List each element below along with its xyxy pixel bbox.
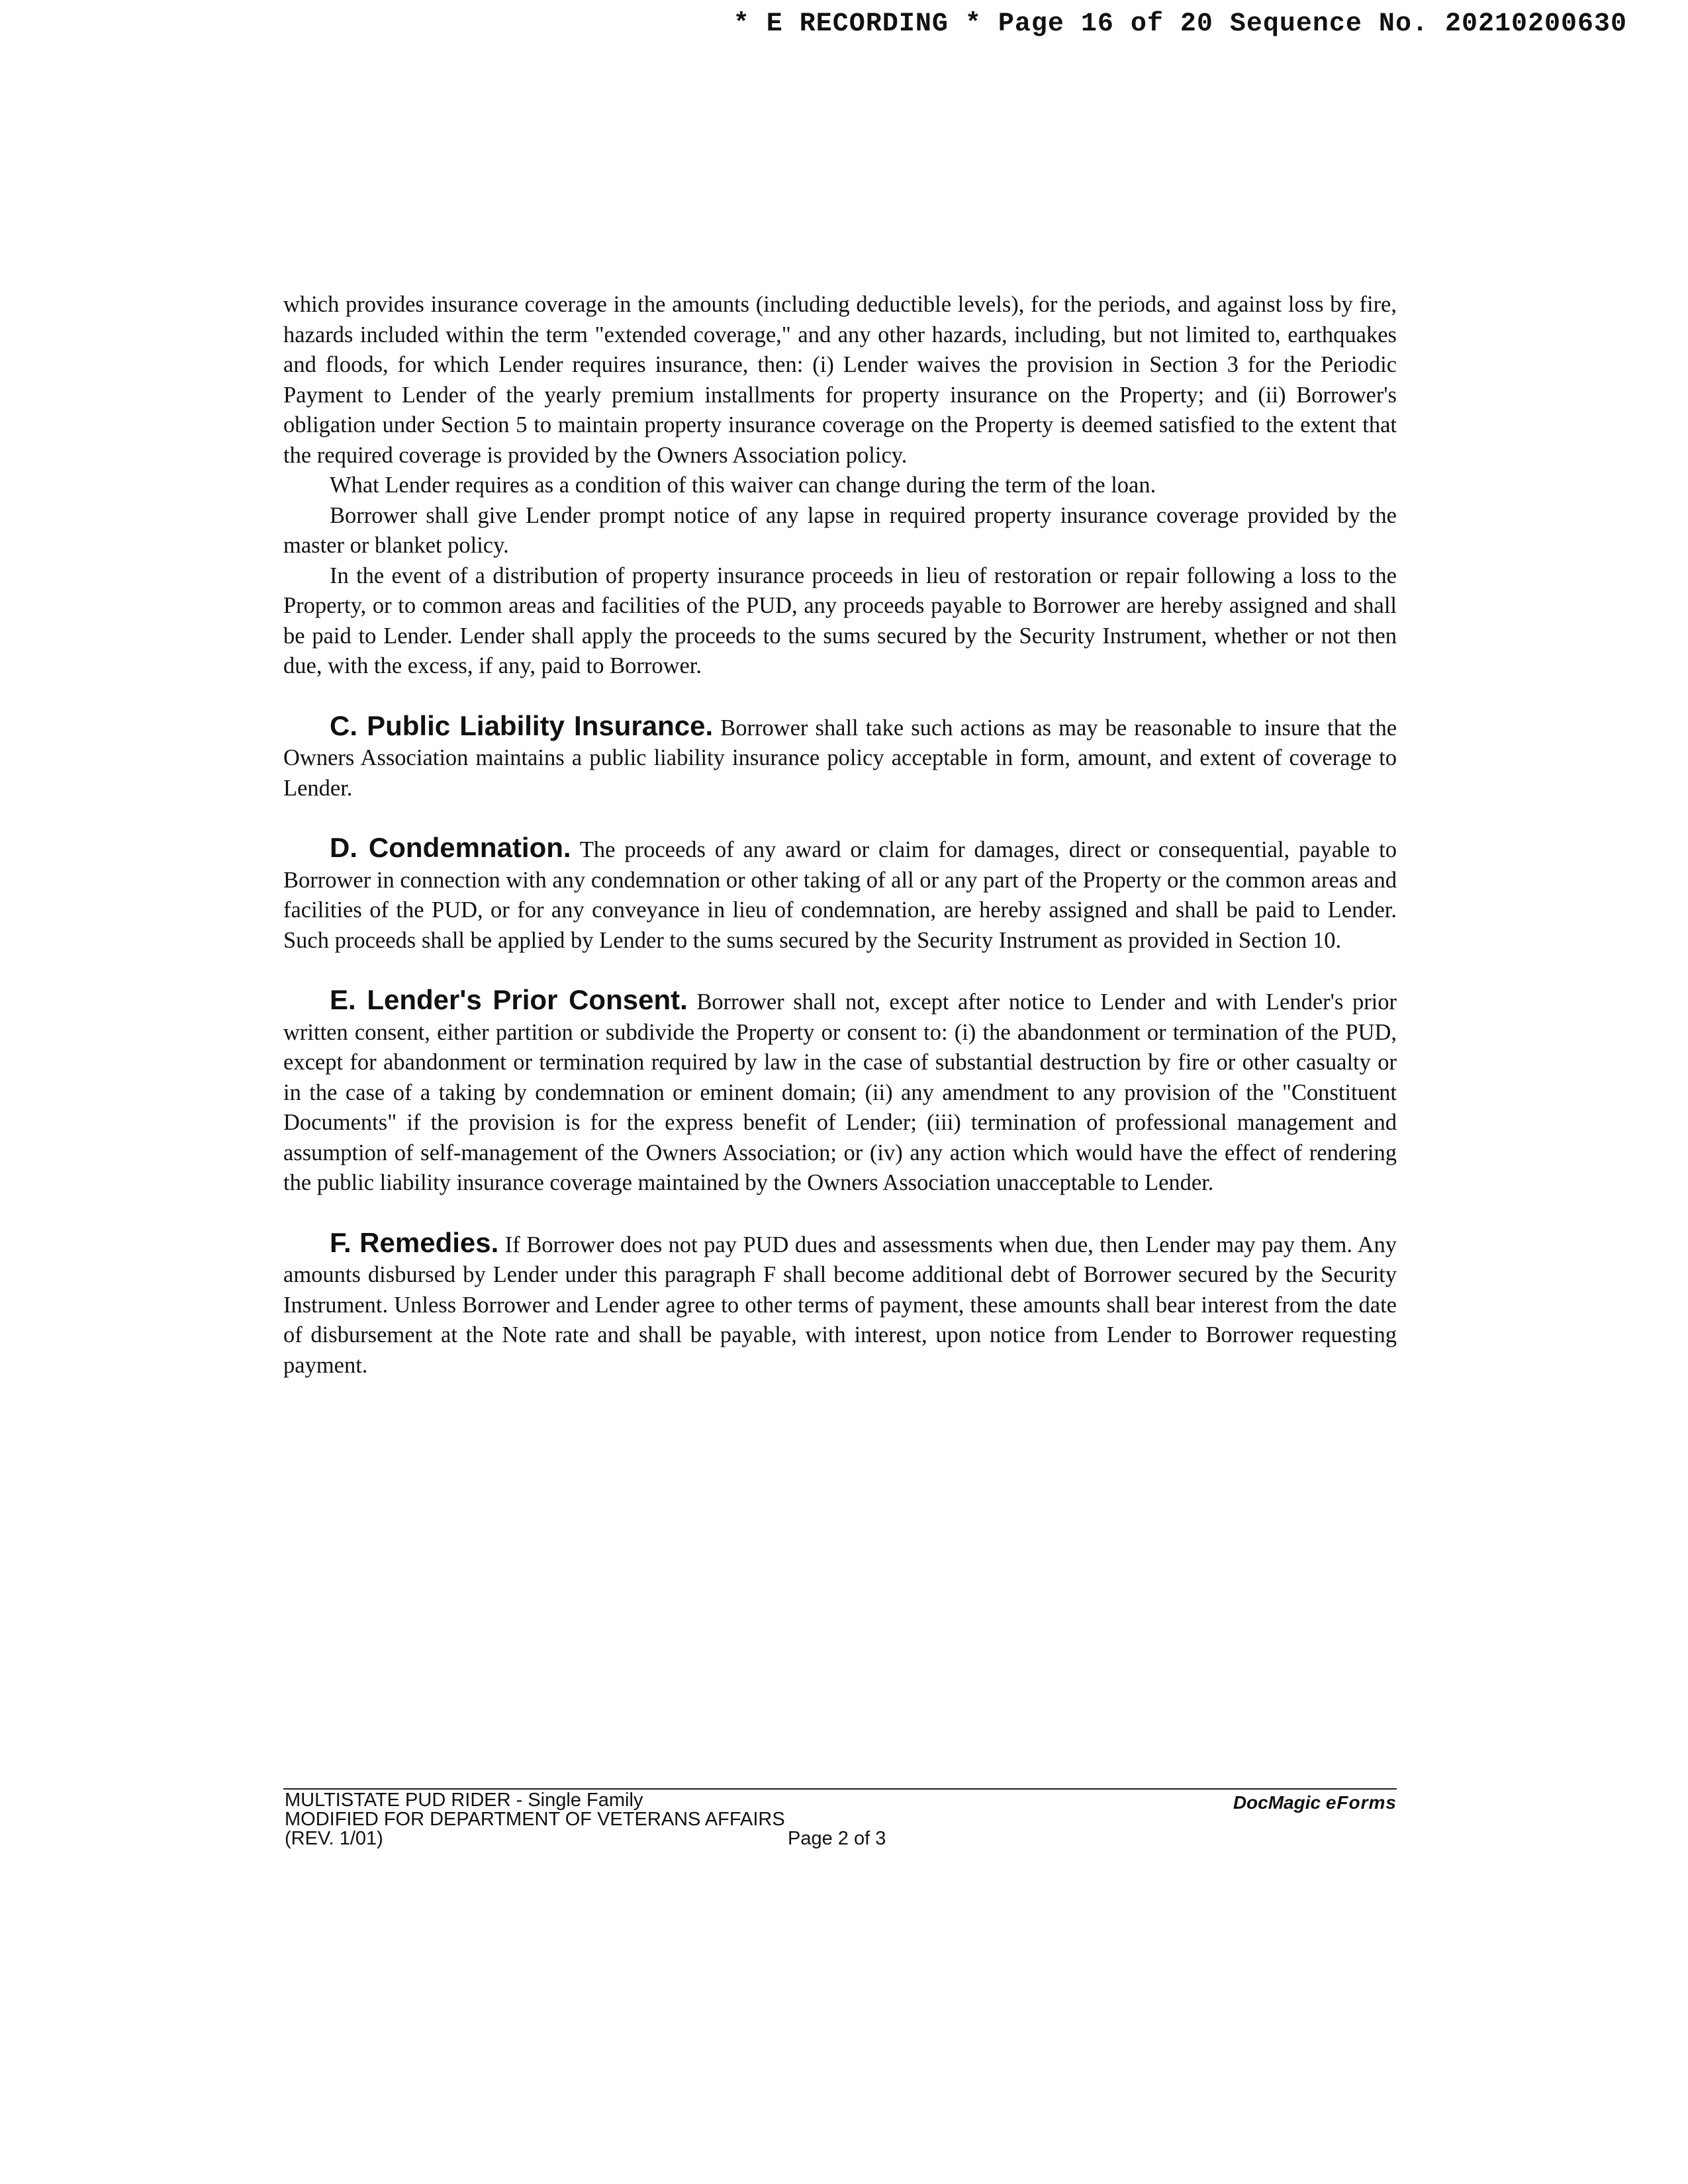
body-paragraph: In the event of a distribution of property insurance proceeds in lieu of restoration or repair following a loss to the Property, or to common areas and facilities of the PUD, any proceeds payable to Borrower are hereby assigned and shall be paid to Lender. Lender shall apply the proceeds to the sums secured by the Security Instrument, whether or not then due, with the excess, if any, paid to Borrower. bbox=[283, 563, 1397, 678]
footer-form-info bbox=[285, 1791, 785, 1848]
section-heading: D. Condemnation. bbox=[330, 832, 571, 863]
document-body bbox=[283, 290, 1397, 1381]
footer-brand-logo bbox=[1233, 1792, 1397, 1813]
section-d bbox=[283, 833, 1397, 956]
body-paragraph: which provides insurance coverage in the amounts (including deductible levels), for the periods, and against loss by fire, hazards included within the term "extended coverage," and any other hazards, including, but not limited to, earthquakes and floods, for which Lender requires insurance, then: (i) Lender waives the provision in Section 3 for the Periodic Payment to Lender of the yearly premium installments for property insurance on the Property; and (ii) Borrower's obligation under Section 5 to maintain property insurance coverage on the Property is deemed satisfied to the extent that the required coverage is provided by the Owners Association policy. bbox=[283, 292, 1397, 468]
section-heading: E. Lender's Prior Consent. bbox=[330, 984, 688, 1015]
section-e bbox=[283, 985, 1397, 1199]
section-heading: C. Public Liability Insurance. bbox=[330, 709, 714, 741]
section-heading: F. Remedies. bbox=[330, 1226, 499, 1258]
section-text: If Borrower does not pay PUD dues and assessments when due, then Lender may pay them. Any amounts disbursed by Lender under this paragraph F shall become additional debt of Borrower secured by the Security Instrument. Unless Borrower and Lender agree to other terms of payment, these amounts shall bear interest from the date of disbursement at the Note rate and shall be payable, with interest, upon notice from Lender to Borrower requesting payment. bbox=[283, 1232, 1397, 1378]
section-c bbox=[283, 711, 1397, 804]
section-text: Borrower shall not, except after notice to Lender and with Lender's prior written consent, either partition or subdivide the Property or consent to: (i) the abandonment or termination of the PUD, except for abandonment or termination required by law in the case of substantial destruction by fire or other casualty or in the case of a taking by condemnation or eminent domain; (ii) any amendment to any provision of the "Constituent Documents" if the provision is for the express benefit of Lender; (iii) termination of professional management and assumption of self-management of the Owners Association; or (iv) any action which would have the effect of rendering the public liability insurance coverage maintained by the Owners Association unacceptable to Lender. bbox=[283, 989, 1397, 1195]
recording-stamp: * E RECORDING * Page 16 of 20 Sequence No. 20210200630 bbox=[733, 9, 1627, 39]
footer-page-number: Page 2 of 3 bbox=[788, 1828, 886, 1849]
footer-form-modifier: MODIFIED FOR DEPARTMENT OF VETERANS AFFAIRS bbox=[285, 1809, 785, 1830]
brand-name: DocMagic bbox=[1233, 1792, 1321, 1813]
footer-form-revision: (REV. 1/01) bbox=[285, 1828, 383, 1849]
body-paragraph: Borrower shall give Lender prompt notice of any lapse in required property insurance coverage provided by the master or blanket policy. bbox=[283, 502, 1397, 558]
section-text: The proceeds of any award or claim for damages, direct or consequential, payable to Borrower in connection with any condemnation or other taking of all or any part of the Property or the common areas and facilities of the PUD, or for any conveyance in lieu of condemnation, are hereby assigned and shall be paid to Lender. Such proceeds shall be applied by Lender to the sums secured by the Security Instrument as provided in Section 10. bbox=[283, 837, 1397, 953]
section-f bbox=[283, 1228, 1397, 1381]
footer-form-title: MULTISTATE PUD RIDER - Single Family bbox=[285, 1790, 643, 1811]
brand-product: eForms bbox=[1325, 1792, 1397, 1813]
body-paragraph: What Lender requires as a condition of this waiver can change during the term of the loan. bbox=[330, 473, 1156, 498]
section-text: Borrower shall take such actions as may be reasonable to insure that the Owners Association maintains a public liability insurance policy acceptable in form, amount, and extent of coverage to Lender. bbox=[283, 715, 1397, 801]
